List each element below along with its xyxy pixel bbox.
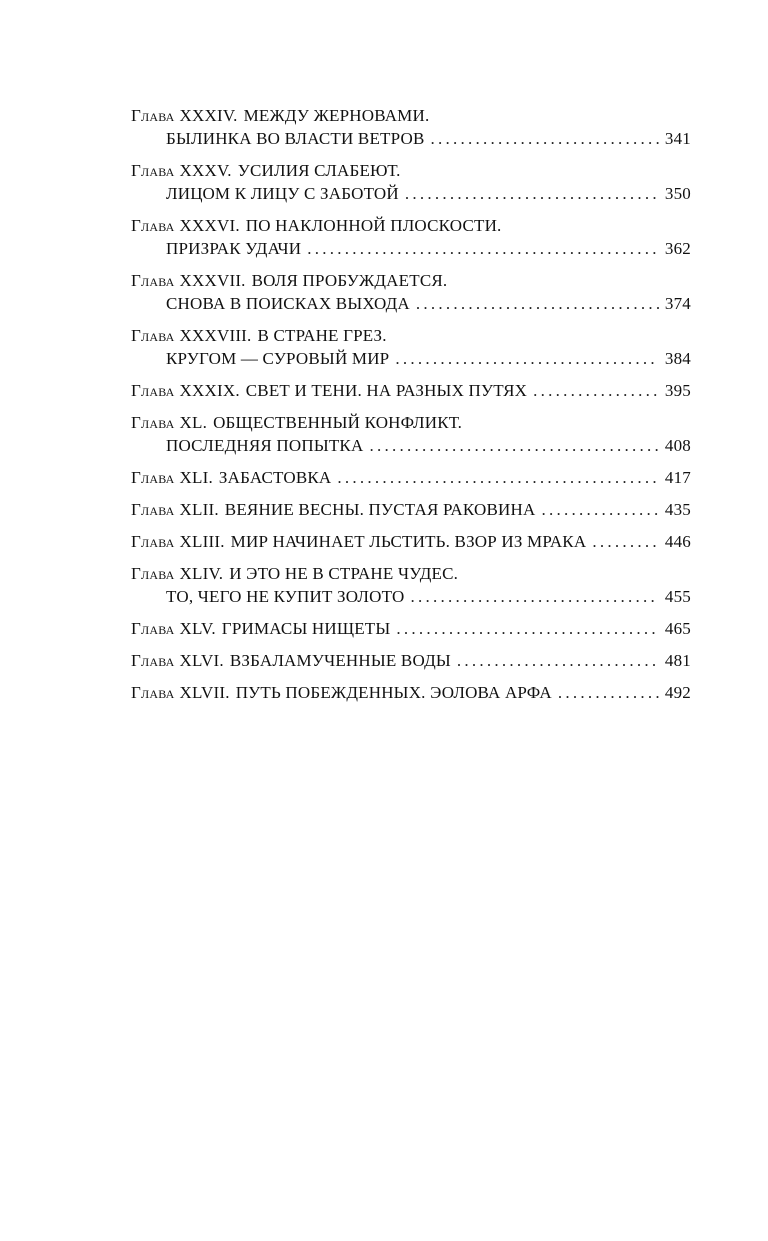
- chapter-number: XXXV.: [179, 161, 232, 180]
- chapter-label: Глава: [131, 106, 175, 125]
- dot-leader: [307, 237, 659, 260]
- chapter-title: ВЕЯНИЕ ВЕСНЫ. ПУСТАЯ РАКОВИНА: [224, 500, 536, 519]
- dot-leader: [395, 347, 659, 370]
- toc-entry[interactable]: [131, 466, 691, 489]
- toc-entry[interactable]: [131, 617, 691, 640]
- table-of-contents: [131, 104, 691, 713]
- chapter-number: XL.: [179, 413, 208, 432]
- dot-leader: [410, 585, 658, 608]
- toc-entry[interactable]: [131, 530, 691, 553]
- dot-leader: [431, 127, 659, 150]
- chapter-title: ВОЛЯ ПРОБУЖДАЕТСЯ.: [251, 271, 448, 290]
- toc-entry[interactable]: [131, 214, 691, 260]
- toc-entry-heading-line: [131, 379, 691, 402]
- toc-entry[interactable]: [131, 411, 691, 457]
- page-number: 374: [664, 294, 691, 313]
- chapter-number: XLII.: [179, 500, 219, 519]
- toc-entry-heading-line: [131, 530, 691, 553]
- page-number: 384: [664, 349, 691, 368]
- chapter-number: XXXIV.: [179, 106, 238, 125]
- chapter-label: Глава: [131, 651, 175, 670]
- chapter-title: МЕЖДУ ЖЕРНОВАМИ.: [243, 106, 430, 125]
- toc-entry[interactable]: [131, 649, 691, 672]
- dot-leader: [369, 434, 658, 457]
- page-number: 395: [664, 381, 691, 400]
- toc-entry-subtitle-line: [131, 347, 691, 370]
- chapter-title: СВЕТ И ТЕНИ. НА РАЗНЫХ ПУТЯХ: [245, 381, 528, 400]
- dot-leader: [592, 530, 659, 553]
- dot-leader: [541, 498, 658, 521]
- chapter-title: В СТРАНЕ ГРЕЗ.: [257, 326, 387, 345]
- chapter-subtitle: СНОВА В ПОИСКАХ ВЫХОДА: [166, 294, 410, 313]
- chapter-title: ПУТЬ ПОБЕЖДЕННЫХ. ЭОЛОВА АРФА: [235, 683, 552, 702]
- toc-entry-heading-line: [131, 269, 691, 292]
- toc-entry[interactable]: [131, 324, 691, 370]
- toc-entry[interactable]: [131, 498, 691, 521]
- dot-leader: [405, 182, 659, 205]
- dot-leader: [416, 292, 659, 315]
- chapter-title: ГРИМАСЫ НИЩЕТЫ: [221, 619, 391, 638]
- toc-entry-heading-line: [131, 617, 691, 640]
- toc-entry-heading-line: [131, 498, 691, 521]
- toc-entry-heading-line: [131, 562, 691, 585]
- toc-entry-subtitle-line: [131, 585, 691, 608]
- page-number: 362: [664, 239, 691, 258]
- chapter-title: МИР НАЧИНАЕТ ЛЬСТИТЬ. ВЗОР ИЗ МРАКА: [230, 532, 587, 551]
- page-number: 408: [664, 436, 691, 455]
- dot-leader: [457, 649, 659, 672]
- chapter-title: УСИЛИЯ СЛАБЕЮТ.: [237, 161, 401, 180]
- toc-entry[interactable]: [131, 104, 691, 150]
- chapter-label: Глава: [131, 683, 175, 702]
- page-number: 417: [664, 468, 691, 487]
- chapter-title: ПО НАКЛОННОЙ ПЛОСКОСТИ.: [245, 216, 502, 235]
- toc-entry-heading-line: [131, 681, 691, 704]
- chapter-subtitle: БЫЛИНКА ВО ВЛАСТИ ВЕТРОВ: [166, 129, 425, 148]
- chapter-title: ЗАБАСТОВКА: [218, 468, 332, 487]
- chapter-label: Глава: [131, 619, 175, 638]
- toc-entry-subtitle-line: [131, 182, 691, 205]
- chapter-number: XXXVIII.: [179, 326, 252, 345]
- chapter-label: Глава: [131, 326, 175, 345]
- chapter-subtitle: ПОСЛЕДНЯЯ ПОПЫТКА: [166, 436, 364, 455]
- chapter-label: Глава: [131, 564, 175, 583]
- toc-entry-heading-line: [131, 104, 691, 127]
- page-number: 350: [664, 184, 691, 203]
- chapter-subtitle: ТО, ЧЕГО НЕ КУПИТ ЗОЛОТО: [166, 587, 405, 606]
- toc-entry[interactable]: [131, 379, 691, 402]
- dot-leader: [337, 466, 658, 489]
- chapter-subtitle: ЛИЦОМ К ЛИЦУ С ЗАБОТОЙ: [166, 184, 399, 203]
- page-number: 481: [664, 651, 691, 670]
- chapter-number: XXXIX.: [179, 381, 240, 400]
- chapter-title: И ЭТО НЕ В СТРАНЕ ЧУДЕС.: [229, 564, 459, 583]
- chapter-subtitle: ПРИЗРАК УДАЧИ: [166, 239, 302, 258]
- toc-entry[interactable]: [131, 159, 691, 205]
- chapter-label: Глава: [131, 532, 175, 551]
- chapter-subtitle: КРУГОМ — СУРОВЫЙ МИР: [166, 349, 390, 368]
- toc-entry[interactable]: [131, 681, 691, 704]
- toc-entry-subtitle-line: [131, 292, 691, 315]
- page-number: 455: [664, 587, 691, 606]
- chapter-label: Глава: [131, 271, 175, 290]
- chapter-title: ВЗБАЛАМУЧЕННЫЕ ВОДЫ: [229, 651, 451, 670]
- page-number: 465: [664, 619, 691, 638]
- toc-entry-heading-line: [131, 159, 691, 182]
- chapter-label: Глава: [131, 468, 175, 487]
- toc-entry-heading-line: [131, 324, 691, 347]
- toc-entry-heading-line: [131, 411, 691, 434]
- chapter-label: Глава: [131, 161, 175, 180]
- toc-entry-subtitle-line: [131, 127, 691, 150]
- chapter-label: Глава: [131, 381, 175, 400]
- dot-leader: [396, 617, 658, 640]
- chapter-number: XLIV.: [179, 564, 224, 583]
- toc-entry[interactable]: [131, 562, 691, 608]
- chapter-number: XLVI.: [179, 651, 224, 670]
- chapter-number: XLI.: [179, 468, 213, 487]
- toc-entry-subtitle-line: [131, 434, 691, 457]
- page-number: 435: [664, 500, 691, 519]
- chapter-number: XXXVI.: [179, 216, 240, 235]
- toc-entry-heading-line: [131, 214, 691, 237]
- chapter-number: XLIII.: [179, 532, 225, 551]
- page-number: 446: [664, 532, 691, 551]
- chapter-title: ОБЩЕСТВЕННЫЙ КОНФЛИКТ.: [213, 413, 463, 432]
- dot-leader: [533, 379, 659, 402]
- toc-entry[interactable]: [131, 269, 691, 315]
- dot-leader: [558, 681, 659, 704]
- chapter-label: Глава: [131, 500, 175, 519]
- toc-entry-heading-line: [131, 649, 691, 672]
- chapter-number: XLVII.: [179, 683, 230, 702]
- page-number: 341: [664, 129, 691, 148]
- chapter-number: XLV.: [179, 619, 216, 638]
- toc-entry-heading-line: [131, 466, 691, 489]
- page-number: 492: [664, 683, 691, 702]
- chapter-label: Глава: [131, 413, 175, 432]
- chapter-number: XXXVII.: [179, 271, 246, 290]
- chapter-label: Глава: [131, 216, 175, 235]
- toc-entry-subtitle-line: [131, 237, 691, 260]
